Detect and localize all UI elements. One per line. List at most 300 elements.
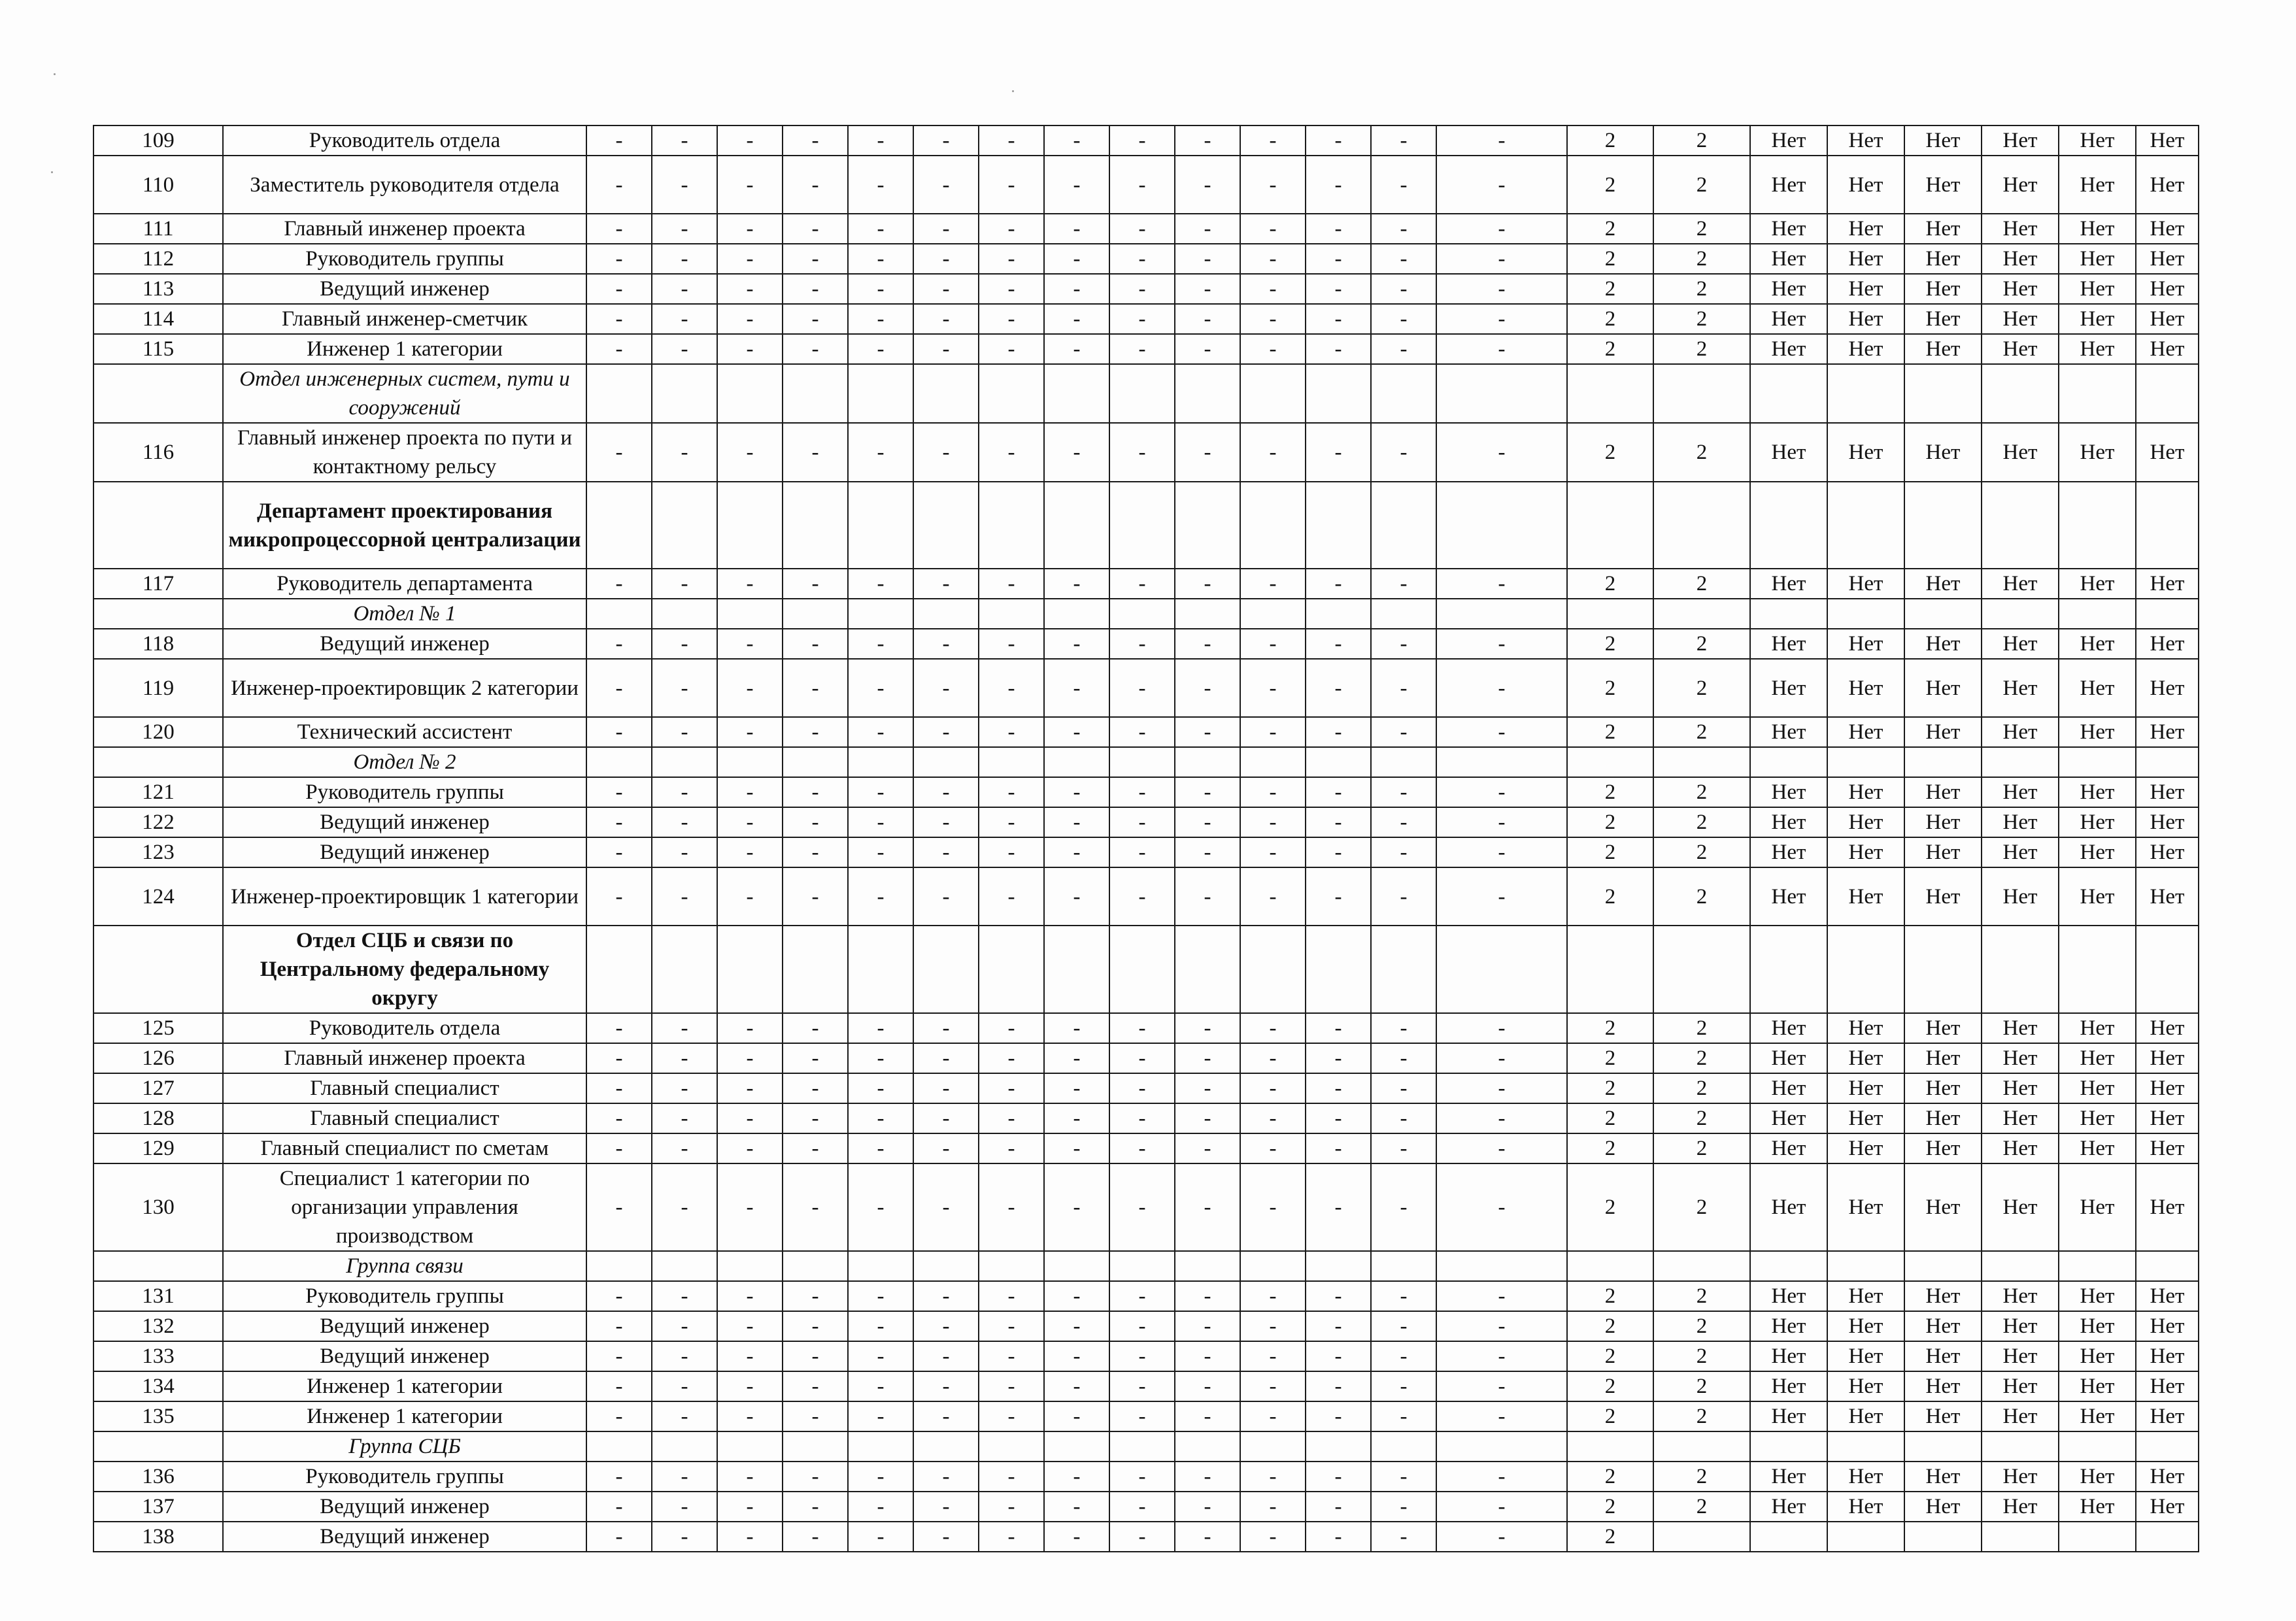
value-cell: 2 (1567, 1492, 1653, 1522)
table-row (93, 837, 2199, 867)
flag-cell: Нет (1904, 807, 1982, 837)
flag-cell: Нет (1750, 1492, 1827, 1522)
flag-cell: Нет (1904, 1371, 1982, 1401)
flag-cell: Нет (1827, 1341, 1904, 1371)
dash-cell: - (979, 1371, 1044, 1401)
flag-cell: Нет (1827, 1043, 1904, 1073)
table-row (93, 569, 2199, 599)
flag-cell: Нет (1982, 867, 2059, 926)
dash-cell: - (848, 777, 913, 807)
flag-cell: Нет (1904, 1462, 1982, 1492)
position-title-cell: Руководитель отдела (223, 1013, 586, 1043)
flag-cell: Нет (1827, 1462, 1904, 1492)
flag-cell (1827, 1522, 1904, 1552)
table-row (93, 274, 2199, 304)
flag-cell: Нет (2059, 304, 2136, 334)
dash-cell: - (848, 1073, 913, 1103)
dash-cell: - (652, 214, 717, 244)
flag-cell: Нет (1982, 1133, 2059, 1163)
dash-cell: - (1240, 1462, 1306, 1492)
dash-cell: - (1044, 214, 1109, 244)
flag-cell (2059, 1251, 2136, 1281)
value-cell: 2 (1653, 867, 1750, 926)
dash-cell: - (783, 1163, 848, 1251)
dash-cell: - (586, 1492, 652, 1522)
dash-cell: - (1371, 1371, 1436, 1401)
dash-cell (1240, 1431, 1306, 1462)
dash-cell (652, 364, 717, 423)
flag-cell: Нет (2136, 1492, 2199, 1522)
flag-cell: Нет (1827, 777, 1904, 807)
value-cell (1653, 1522, 1750, 1552)
dash-cell: - (1436, 1013, 1567, 1043)
dash-cell: - (979, 156, 1044, 214)
dash-cell: - (1371, 1492, 1436, 1522)
dash-cell: - (717, 1281, 783, 1311)
dash-cell: - (1109, 1133, 1175, 1163)
dash-cell: - (1240, 1133, 1306, 1163)
value-cell (1567, 1251, 1653, 1281)
dash-cell: - (586, 1311, 652, 1341)
department-header-row (93, 482, 2199, 569)
dash-cell: - (652, 1462, 717, 1492)
dash-cell (848, 482, 913, 569)
dash-cell: - (1044, 1401, 1109, 1431)
value-cell: 2 (1567, 423, 1653, 482)
row-number-cell: 133 (93, 1341, 223, 1371)
dash-cell: - (1240, 423, 1306, 482)
dash-cell: - (1109, 1073, 1175, 1103)
dash-cell: - (1044, 274, 1109, 304)
position-title-cell: Главный инженер-сметчик (223, 304, 586, 334)
flag-cell: Нет (2136, 1013, 2199, 1043)
flag-cell (2136, 1431, 2199, 1462)
position-title-cell: Главный специалист (223, 1103, 586, 1133)
flag-cell (2059, 482, 2136, 569)
dash-cell: - (652, 1281, 717, 1311)
dash-cell (1306, 364, 1371, 423)
flag-cell: Нет (1982, 629, 2059, 659)
flag-cell: Нет (2136, 214, 2199, 244)
dash-cell: - (913, 837, 979, 867)
row-number-cell: 116 (93, 423, 223, 482)
value-cell: 2 (1567, 1103, 1653, 1133)
dash-cell: - (1306, 1013, 1371, 1043)
position-title-cell: Ведущий инженер (223, 837, 586, 867)
dash-cell: - (1044, 659, 1109, 717)
flag-cell: Нет (2059, 1013, 2136, 1043)
flag-cell: Нет (1904, 1341, 1982, 1371)
dash-cell: - (1044, 244, 1109, 274)
flag-cell: Нет (1750, 717, 1827, 747)
dash-cell: - (848, 214, 913, 244)
dash-cell: - (1044, 807, 1109, 837)
dash-cell: - (848, 1013, 913, 1043)
dash-cell: - (848, 1401, 913, 1431)
dash-cell: - (586, 304, 652, 334)
flag-cell (2059, 599, 2136, 629)
dash-cell: - (1175, 807, 1240, 837)
value-cell: 2 (1653, 423, 1750, 482)
flag-cell (1904, 1522, 1982, 1552)
flag-cell (2059, 1522, 2136, 1552)
dash-cell: - (1371, 214, 1436, 244)
dash-cell: - (1240, 867, 1306, 926)
dash-cell: - (1371, 1043, 1436, 1073)
dash-cell: - (717, 1401, 783, 1431)
flag-cell: Нет (1827, 1073, 1904, 1103)
value-cell: 2 (1653, 837, 1750, 867)
flag-cell: Нет (1904, 156, 1982, 214)
row-number-cell (93, 599, 223, 629)
dash-cell (848, 1431, 913, 1462)
row-number-cell: 112 (93, 244, 223, 274)
dash-cell: - (586, 717, 652, 747)
dash-cell: - (848, 125, 913, 156)
dash-cell: - (1109, 1371, 1175, 1401)
dash-cell: - (1109, 867, 1175, 926)
dash-cell: - (979, 1103, 1044, 1133)
value-cell: 2 (1653, 1462, 1750, 1492)
position-title-cell: Отдел СЦБ и связи по Центральному федеральному округу (223, 926, 586, 1013)
dash-cell: - (1109, 214, 1175, 244)
dash-cell: - (848, 1163, 913, 1251)
dash-cell: - (1436, 423, 1567, 482)
dash-cell: - (1109, 1163, 1175, 1251)
dash-cell: - (783, 1073, 848, 1103)
flag-cell (1750, 482, 1827, 569)
value-cell: 2 (1567, 569, 1653, 599)
dash-cell: - (979, 807, 1044, 837)
dash-cell: - (1371, 1401, 1436, 1431)
dash-cell: - (586, 837, 652, 867)
flag-cell (1904, 364, 1982, 423)
dash-cell: - (1109, 1462, 1175, 1492)
dash-cell: - (1175, 1462, 1240, 1492)
dash-cell: - (1175, 1103, 1240, 1133)
dash-cell: - (1175, 1043, 1240, 1073)
flag-cell: Нет (1982, 1401, 2059, 1431)
dash-cell: - (1306, 717, 1371, 747)
dash-cell: - (913, 244, 979, 274)
flag-cell: Нет (2059, 125, 2136, 156)
value-cell: 2 (1567, 156, 1653, 214)
dash-cell (1306, 599, 1371, 629)
dash-cell: - (1436, 1103, 1567, 1133)
flag-cell: Нет (1827, 717, 1904, 747)
dash-cell (1044, 482, 1109, 569)
dash-cell: - (783, 717, 848, 747)
row-number-cell (93, 1251, 223, 1281)
value-cell: 2 (1567, 1401, 1653, 1431)
flag-cell: Нет (1982, 304, 2059, 334)
flag-cell (1827, 599, 1904, 629)
flag-cell: Нет (2136, 1462, 2199, 1492)
flag-cell: Нет (1827, 1133, 1904, 1163)
dash-cell: - (1109, 156, 1175, 214)
dash-cell: - (1044, 629, 1109, 659)
dash-cell: - (717, 867, 783, 926)
position-title-cell: Заместитель руководителя отдела (223, 156, 586, 214)
flag-cell: Нет (1827, 1163, 1904, 1251)
flag-cell: Нет (1904, 304, 1982, 334)
dash-cell: - (717, 1522, 783, 1552)
value-cell: 2 (1567, 837, 1653, 867)
dash-cell: - (586, 1043, 652, 1073)
dash-cell (1240, 599, 1306, 629)
position-title-cell: Инженер 1 категории (223, 334, 586, 364)
dash-cell (1371, 1431, 1436, 1462)
dash-cell (913, 364, 979, 423)
flag-cell: Нет (1982, 659, 2059, 717)
dash-cell: - (848, 274, 913, 304)
dash-cell (783, 926, 848, 1013)
value-cell: 2 (1653, 1073, 1750, 1103)
table-row (93, 777, 2199, 807)
flag-cell: Нет (1904, 1281, 1982, 1311)
dash-cell: - (1306, 244, 1371, 274)
dash-cell: - (1240, 1522, 1306, 1552)
flag-cell (1982, 747, 2059, 777)
dash-cell (783, 599, 848, 629)
table-row (93, 1371, 2199, 1401)
dash-cell: - (652, 1073, 717, 1103)
row-number-cell: 115 (93, 334, 223, 364)
dash-cell (717, 747, 783, 777)
dash-cell: - (913, 1311, 979, 1341)
dash-cell: - (913, 274, 979, 304)
dash-cell: - (783, 156, 848, 214)
value-cell: 2 (1653, 717, 1750, 747)
flag-cell: Нет (2059, 1103, 2136, 1133)
position-title-cell: Ведущий инженер (223, 807, 586, 837)
flag-cell: Нет (2059, 274, 2136, 304)
dash-cell (1371, 364, 1436, 423)
section-header-row (93, 1431, 2199, 1462)
dash-cell (1175, 364, 1240, 423)
flag-cell: Нет (1750, 1462, 1827, 1492)
dash-cell: - (913, 569, 979, 599)
flag-cell: Нет (2136, 423, 2199, 482)
flag-cell: Нет (1827, 244, 1904, 274)
row-number-cell: 129 (93, 1133, 223, 1163)
dash-cell: - (848, 1133, 913, 1163)
flag-cell (2136, 482, 2199, 569)
flag-cell: Нет (1750, 1043, 1827, 1073)
dash-cell (979, 364, 1044, 423)
dash-cell (1175, 1431, 1240, 1462)
dash-cell: - (848, 334, 913, 364)
value-cell (1567, 364, 1653, 423)
flag-cell: Нет (1750, 807, 1827, 837)
flag-cell: Нет (2059, 717, 2136, 747)
dash-cell: - (1044, 1103, 1109, 1133)
flag-cell: Нет (1904, 837, 1982, 867)
dash-cell: - (1044, 1281, 1109, 1311)
value-cell: 2 (1567, 659, 1653, 717)
value-cell: 2 (1653, 334, 1750, 364)
dash-cell: - (717, 1163, 783, 1251)
dash-cell: - (848, 807, 913, 837)
dash-cell (652, 482, 717, 569)
dash-cell: - (913, 423, 979, 482)
dash-cell: - (717, 659, 783, 717)
dash-cell: - (1436, 867, 1567, 926)
dash-cell: - (1436, 214, 1567, 244)
dash-cell: - (586, 1522, 652, 1552)
dash-cell: - (913, 1013, 979, 1043)
flag-cell: Нет (2059, 1311, 2136, 1341)
dash-cell: - (848, 569, 913, 599)
dash-cell: - (586, 244, 652, 274)
dash-cell (717, 364, 783, 423)
flag-cell: Нет (1982, 1073, 2059, 1103)
dash-cell: - (1371, 807, 1436, 837)
flag-cell: Нет (1827, 274, 1904, 304)
row-number-cell: 131 (93, 1281, 223, 1311)
dash-cell: - (848, 423, 913, 482)
value-cell: 2 (1653, 214, 1750, 244)
dash-cell: - (913, 1163, 979, 1251)
position-title-cell: Инженер-проектировщик 1 категории (223, 867, 586, 926)
flag-cell: Нет (1750, 867, 1827, 926)
value-cell: 2 (1653, 1341, 1750, 1371)
table-row (93, 1073, 2199, 1103)
value-cell (1653, 364, 1750, 423)
flag-cell: Нет (1904, 1311, 1982, 1341)
position-title-cell: Специалист 1 категории по организации управления производством (223, 1163, 586, 1251)
dash-cell: - (1371, 1073, 1436, 1103)
dash-cell (1109, 364, 1175, 423)
dash-cell (783, 1251, 848, 1281)
dash-cell: - (979, 1401, 1044, 1431)
dash-cell: - (1436, 1492, 1567, 1522)
dash-cell: - (848, 1103, 913, 1133)
dash-cell: - (1240, 1341, 1306, 1371)
dash-cell (1175, 747, 1240, 777)
dash-cell: - (586, 1341, 652, 1371)
dash-cell: - (1371, 423, 1436, 482)
dash-cell: - (586, 334, 652, 364)
flag-cell: Нет (1904, 777, 1982, 807)
table-row (93, 423, 2199, 482)
dash-cell: - (586, 807, 652, 837)
dash-cell (652, 926, 717, 1013)
value-cell: 2 (1567, 1341, 1653, 1371)
flag-cell: Нет (2136, 1401, 2199, 1431)
value-cell: 2 (1653, 1311, 1750, 1341)
dash-cell: - (1044, 304, 1109, 334)
dash-cell: - (979, 1492, 1044, 1522)
value-cell: 2 (1653, 156, 1750, 214)
flag-cell: Нет (1904, 214, 1982, 244)
value-cell: 2 (1567, 274, 1653, 304)
flag-cell (1827, 482, 1904, 569)
dash-cell: - (1240, 304, 1306, 334)
dash-cell: - (1371, 569, 1436, 599)
dash-cell: - (1175, 1341, 1240, 1371)
scan-speck (54, 73, 56, 75)
section-header-row (93, 747, 2199, 777)
dash-cell: - (1306, 1341, 1371, 1371)
dash-cell: - (1240, 1073, 1306, 1103)
dash-cell: - (783, 1341, 848, 1371)
dash-cell: - (1240, 1013, 1306, 1043)
dash-cell (586, 364, 652, 423)
dash-cell: - (913, 1133, 979, 1163)
dash-cell (979, 482, 1044, 569)
dash-cell: - (1240, 156, 1306, 214)
flag-cell: Нет (1982, 777, 2059, 807)
flag-cell: Нет (2136, 717, 2199, 747)
dash-cell: - (913, 659, 979, 717)
flag-cell: Нет (1827, 1103, 1904, 1133)
value-cell: 2 (1567, 1371, 1653, 1401)
dash-cell (913, 1431, 979, 1462)
dash-cell: - (717, 569, 783, 599)
row-number-cell: 123 (93, 837, 223, 867)
position-title-cell: Руководитель группы (223, 777, 586, 807)
dash-cell: - (979, 1133, 1044, 1163)
dash-cell: - (1306, 1401, 1371, 1431)
dash-cell: - (783, 125, 848, 156)
row-number-cell (93, 926, 223, 1013)
dash-cell (1371, 482, 1436, 569)
position-title-cell: Главный инженер проекта (223, 214, 586, 244)
table-row (93, 1103, 2199, 1133)
flag-cell: Нет (2059, 1462, 2136, 1492)
flag-cell: Нет (1982, 274, 2059, 304)
dash-cell: - (1175, 1371, 1240, 1401)
dash-cell: - (1371, 156, 1436, 214)
dash-cell: - (586, 1073, 652, 1103)
dash-cell: - (652, 1163, 717, 1251)
value-cell (1653, 599, 1750, 629)
dash-cell: - (1436, 1311, 1567, 1341)
flag-cell: Нет (1750, 1371, 1827, 1401)
dash-cell (848, 599, 913, 629)
dash-cell: - (1306, 1133, 1371, 1163)
dash-cell: - (1436, 569, 1567, 599)
row-number-cell: 127 (93, 1073, 223, 1103)
dash-cell: - (1306, 777, 1371, 807)
flag-cell: Нет (1982, 244, 2059, 274)
dash-cell: - (783, 659, 848, 717)
dash-cell: - (1240, 659, 1306, 717)
flag-cell: Нет (2059, 1401, 2136, 1431)
dash-cell (913, 747, 979, 777)
flag-cell (1827, 747, 1904, 777)
dash-cell: - (1044, 837, 1109, 867)
dash-cell: - (1240, 1311, 1306, 1341)
flag-cell (1982, 599, 2059, 629)
value-cell (1567, 599, 1653, 629)
dash-cell: - (1240, 1371, 1306, 1401)
dash-cell: - (1240, 125, 1306, 156)
flag-cell: Нет (1982, 1013, 2059, 1043)
dash-cell: - (1109, 1043, 1175, 1073)
scan-speck (51, 171, 53, 173)
dash-cell: - (783, 274, 848, 304)
value-cell: 2 (1567, 1462, 1653, 1492)
flag-cell: Нет (1750, 423, 1827, 482)
dash-cell: - (1109, 837, 1175, 867)
dash-cell (1109, 482, 1175, 569)
table-row (93, 629, 2199, 659)
dash-cell: - (586, 1371, 652, 1401)
dash-cell: - (979, 334, 1044, 364)
value-cell (1567, 926, 1653, 1013)
